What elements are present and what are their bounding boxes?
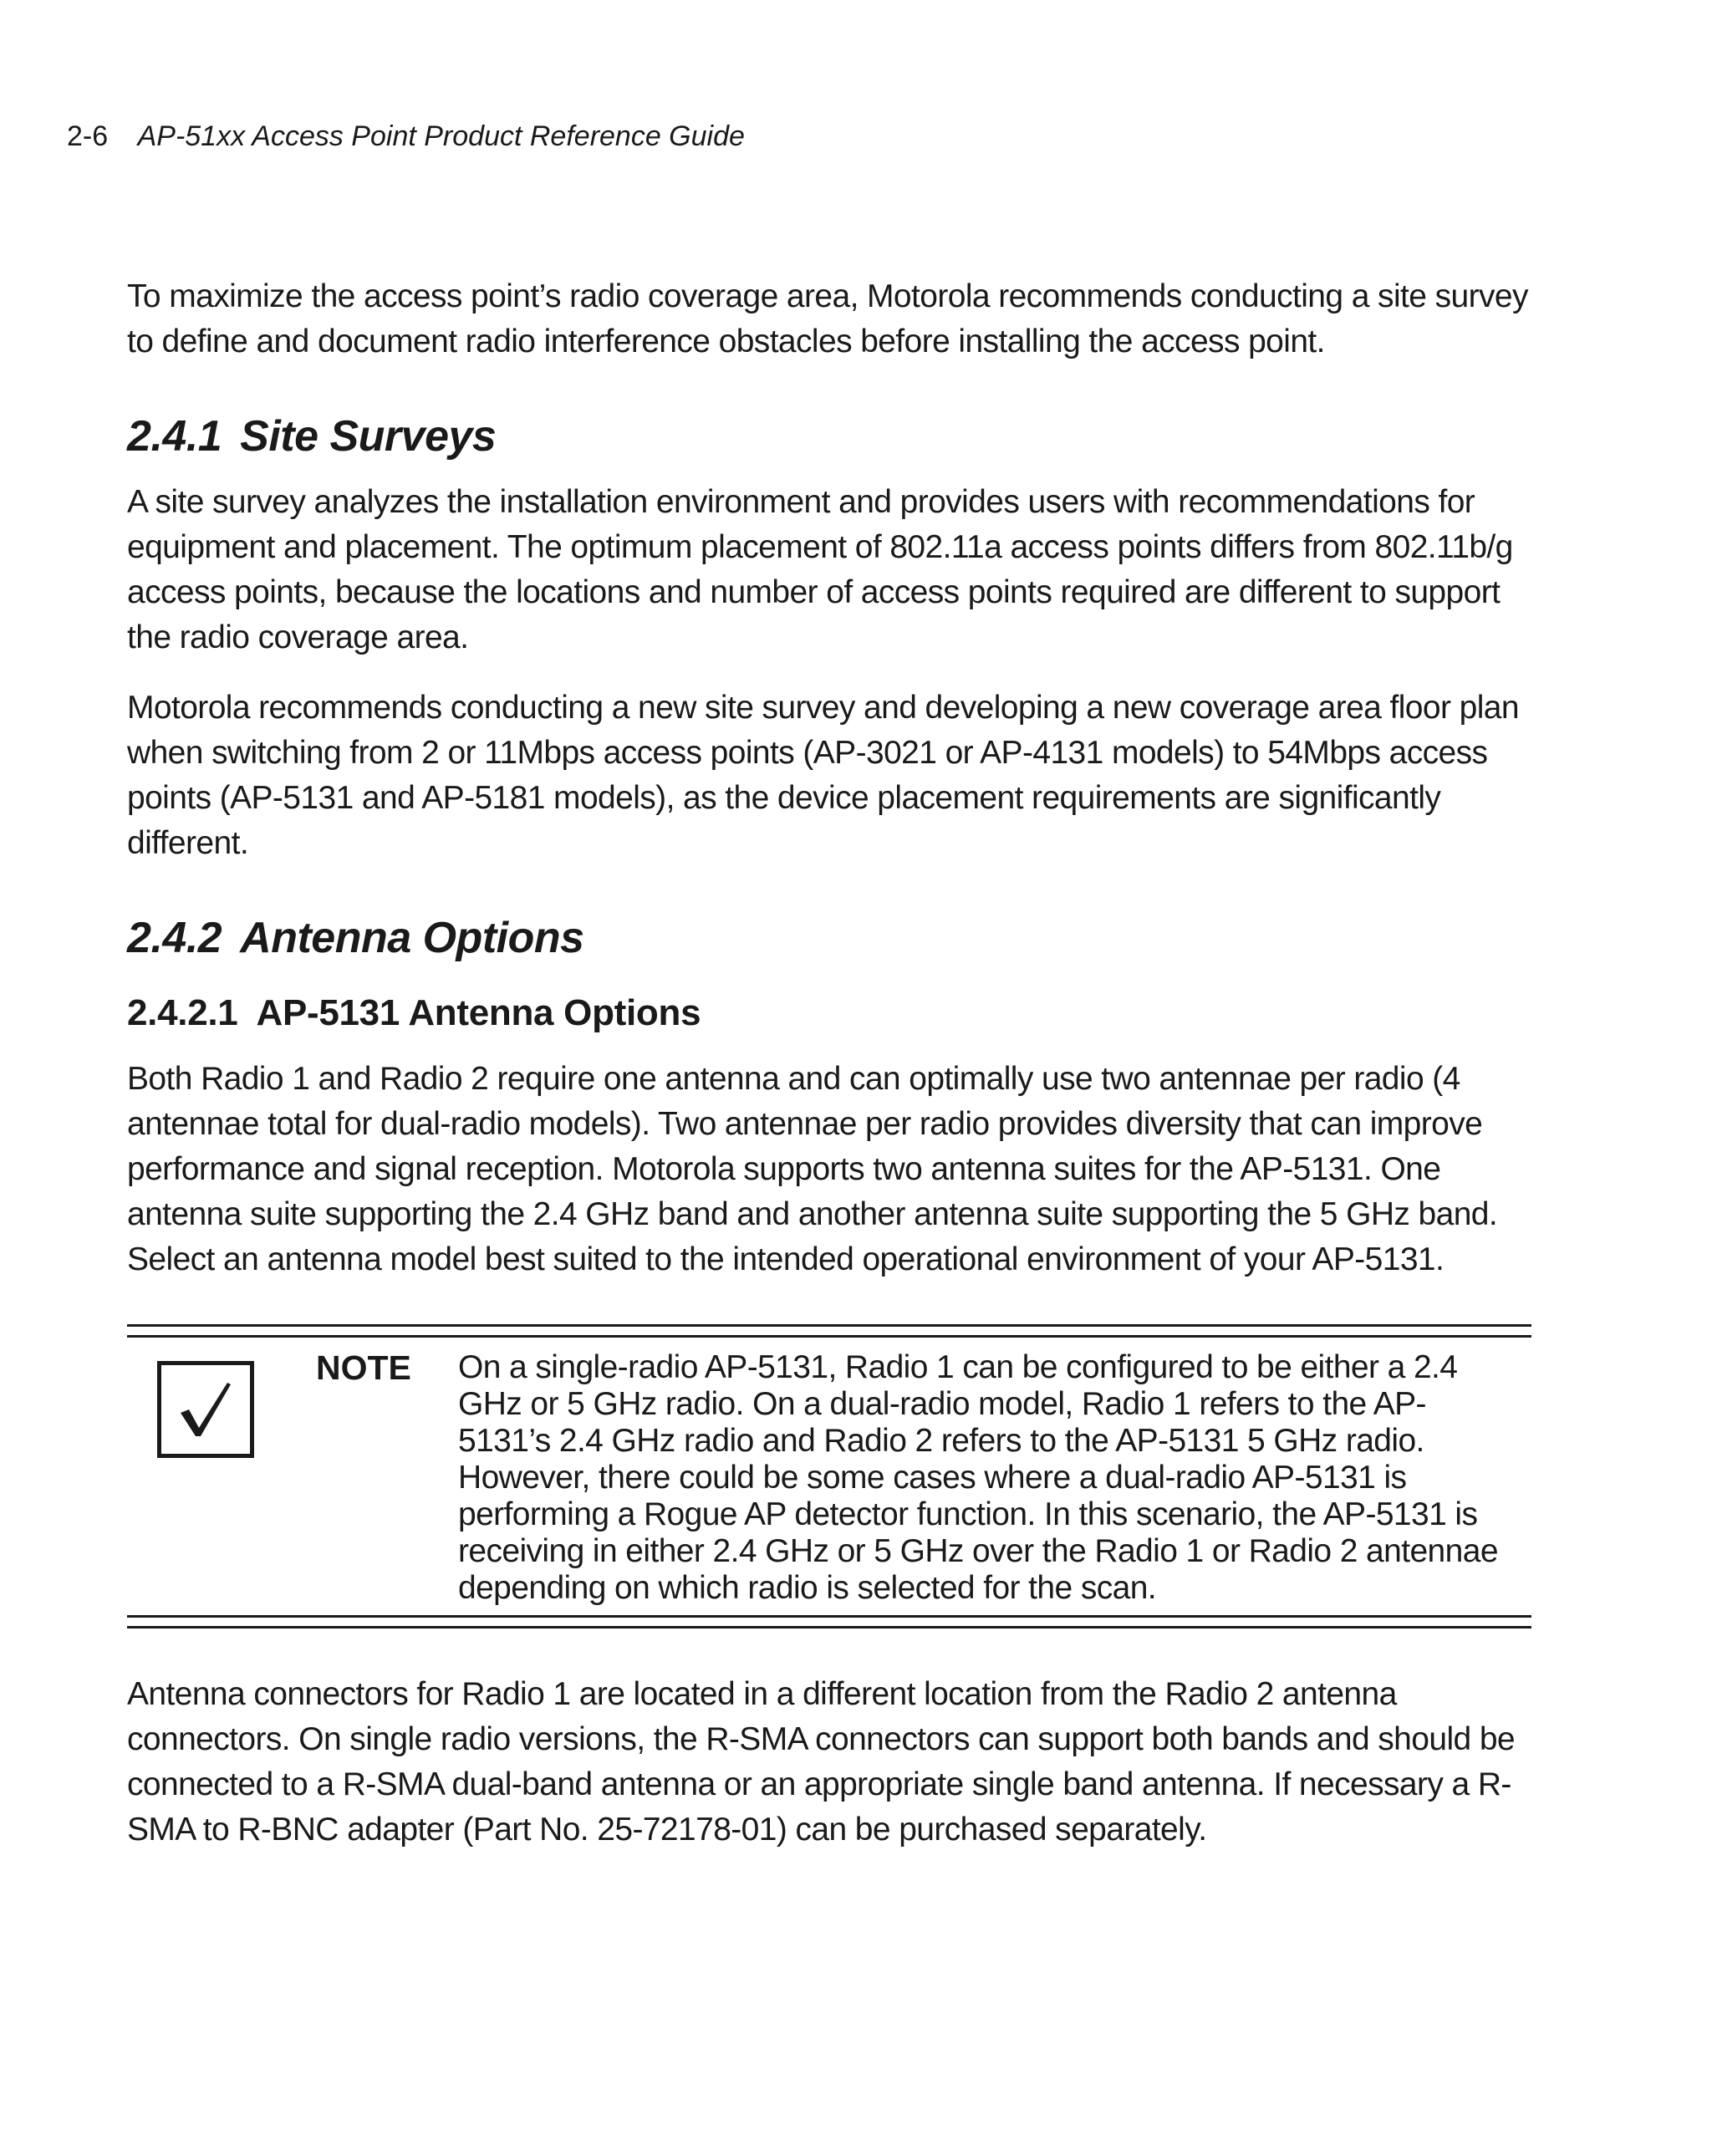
note-bottom-rule bbox=[127, 1615, 1531, 1628]
checkmark-icon bbox=[157, 1361, 254, 1458]
subsection-title: AP-5131 Antenna Options bbox=[256, 992, 701, 1033]
note-text: On a single-radio AP-5131, Radio 1 can be configured to be either a 2.4 GHz or 5 GHz radio. On a dual-radio model, Radio 1 refers to the AP-5131’s 2.4 GHz radio and Radio 2 refers to the AP-5131 5 GHz radio. However, there could be some cases where a dual-radio AP-5131 is performing a Rogue AP detector function. In this scenario, the AP-5131 is receiving in either 2.4 GHz or 5 GHz over the Radio 1 or Radio 2 antennae depending on which radio is selected for the scan. bbox=[458, 1349, 1498, 1606]
section-heading-antenna-options bbox=[127, 911, 1531, 965]
site-surveys-paragraph-1: A site survey analyzes the installation environment and provides users with recommendations for equipment and placement. The optimum placement of 802.11a access points differs from 802.11b/g access points, because the locations and number of access points required are different to support the radio coverage area. bbox=[127, 484, 1513, 655]
note-body bbox=[127, 1338, 1531, 1615]
section-number: 2.4.1 bbox=[127, 412, 222, 461]
note-label: NOTE bbox=[316, 1348, 411, 1387]
intro-paragraph: To maximize the access point’s radio coverage area, Motorola recommends conducting a site survey to define and document radio interference obstacles before installing the access point. bbox=[127, 278, 1528, 359]
subsection-number: 2.4.2.1 bbox=[127, 992, 238, 1033]
closing-paragraph: Antenna connectors for Radio 1 are located in a different location from the Radio 2 antenna connectors. On single radio versions, the R-SMA connectors can support both bands and should be connected to a R-SMA dual-band antenna or an appropriate single band antenna. If necessary a R-SMA to R-BNC adapter (Part No. 25-72178-01) can be purchased separately. bbox=[127, 1676, 1516, 1848]
subsection-heading-ap5131-antenna-options bbox=[127, 990, 1531, 1037]
running-header bbox=[67, 120, 745, 153]
note-top-rule bbox=[127, 1324, 1531, 1338]
section-number: 2.4.2 bbox=[127, 914, 222, 962]
site-surveys-paragraph-2: Motorola recommends conducting a new site survey and developing a new coverage area floor plan when switching from 2 or 11Mbps access points (AP-3021 or AP-4131 models) to 54Mbps access points (AP-5131 and AP-5181 models), as the device placement requirements are significantly different. bbox=[127, 690, 1519, 861]
page-content bbox=[127, 274, 1531, 1878]
section-title: Antenna Options bbox=[240, 914, 584, 962]
guide-title: AP-51xx Access Point Product Reference Guide bbox=[137, 120, 745, 152]
page-number: 2-6 bbox=[67, 120, 109, 152]
checkmark-glyph bbox=[172, 1376, 239, 1443]
note-block bbox=[127, 1324, 1531, 1628]
section-heading-site-surveys bbox=[127, 410, 1531, 463]
antenna-options-paragraph: Both Radio 1 and Radio 2 require one antenna and can optimally use two antennae per radio (4 antennae total for dual-radio models). Two antennae per radio provides diversity that can improve performance and signal reception. Motorola supports two antenna suites for the AP-5131. One antenna suite supporting the 2.4 GHz band and another antenna suite supporting the 5 GHz band. Select an antenna model best suited to the intended operational environment of your AP-5131. bbox=[127, 1061, 1498, 1277]
section-title: Site Surveys bbox=[240, 412, 497, 461]
